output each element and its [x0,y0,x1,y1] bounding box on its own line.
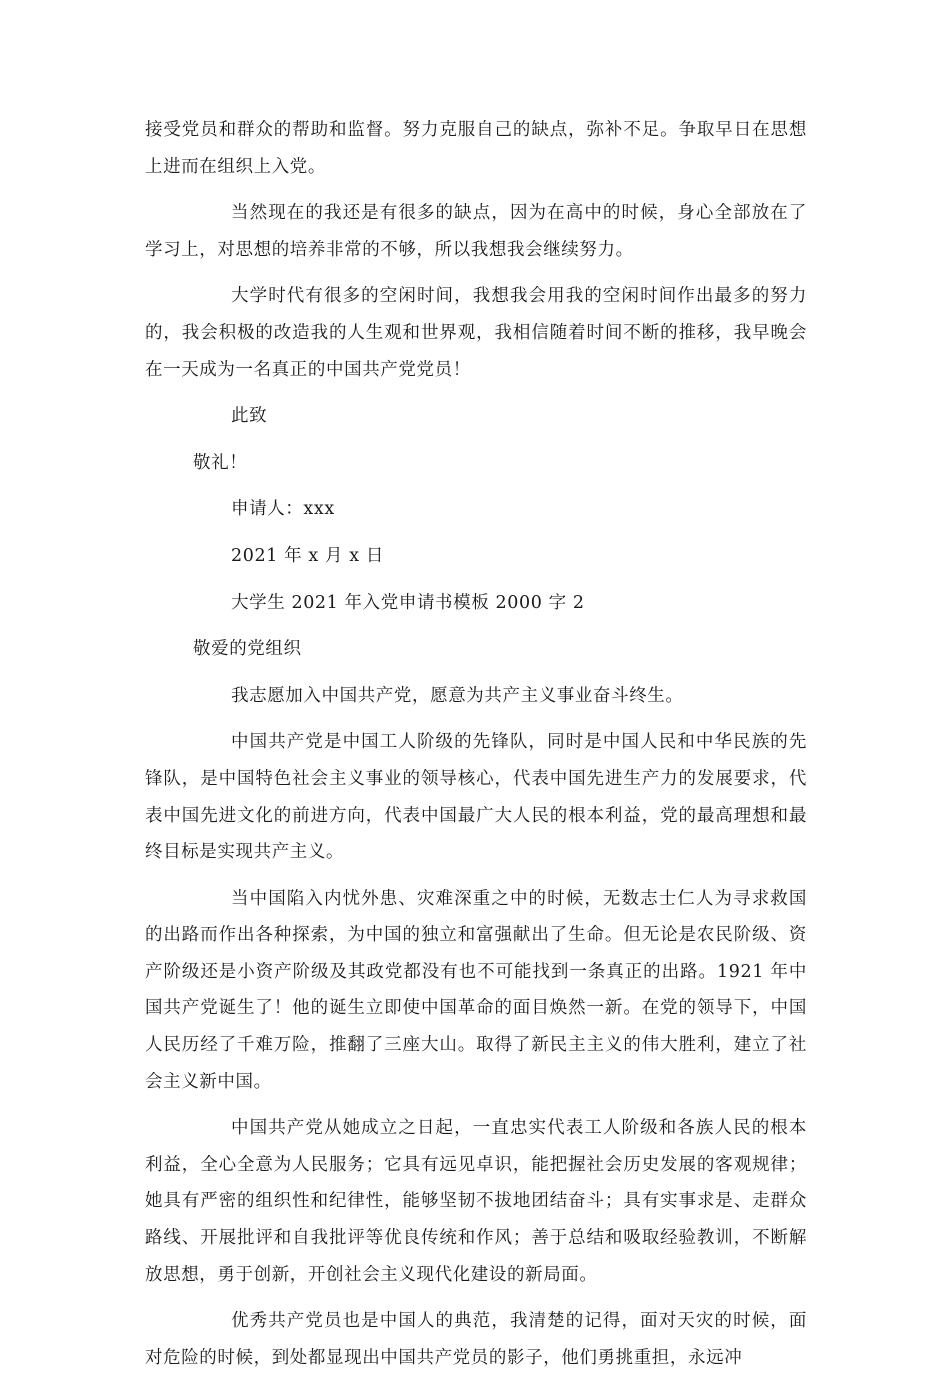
paragraph-5: 中国共产党是中国工人阶级的先锋队，同时是中国人民和中华民族的先锋队，是中国特色社会主义事业的领导核心，代表中国先进生产力的发展要求，代表中国先进文化的前进方向，代表中国最广大人民的根本利益，党的最高理想和最终目标是实现共产主义。 [145,732,807,863]
paragraph-6: 当中国陷入内忧外患、灾难深重之中的时候，无数志士仁人为寻求救国的出路而作出各种探索，为中国的独立和富强献出了生命。但无论是农民阶级、资产阶级还是小资产阶级及其政党都没有也不可能找到一条真正的出路。1921 年中国共产党诞生了！他的诞生立即使中国革命的面目焕然一新。在党的领导下，中国人民历经了千难万险，推翻了三座大山。取得了新民主主义的伟大胜利，建立了社会主义新中国。 [145,888,807,1092]
paragraph-1: 接受党员和群众的帮助和监督。努力克服自己的缺点，弥补不足。争取早日在思想上进而在组织上入党。 [145,120,807,177]
paragraph-2: 当然现在的我还是有很多的缺点，因为在高中的时候，身心全部放在了学习上，对思想的培养非常的不够，所以我想我会继续努力。 [145,203,807,260]
paragraph-8: 优秀共产党员也是中国人的典范，我清楚的记得，面对天灾的时候，面对危险的时候，到处都显现出中国共产党员的影子，他们勇挑重担，永远冲 [145,1311,807,1368]
salute-line: 敬礼！ [193,452,248,473]
document-page [145,112,807,1386]
paragraph-4: 我志愿加入中国共产党，愿意为共产主义事业奋斗终生。 [231,685,684,706]
section-title: 大学生 2021 年入党申请书模板 2000 字 2 [231,592,585,613]
paragraph-7: 中国共产党从她成立之日起，一直忠实代表工人阶级和各族人民的根本利益，全心全意为人民服务；它具有远见卓识，能把握社会历史发展的客观规律；她具有严密的组织性和纪律性，能够坚韧不拔地团结奋斗；具有实事求是、走群众路线、开展批评和自我批评等优良传统和作风；善于总结和吸取经验教训，不断解放思想，勇于创新，开创社会主义现代化建设的新局面。 [145,1118,807,1285]
greeting-line: 敬爱的党组织 [193,639,302,660]
applicant-line: 申请人：xxx [231,499,335,520]
paragraph-3: 大学时代有很多的空闲时间，我想我会用我的空闲时间作出最多的努力的，我会积极的改造我的人生观和世界观，我相信随着时间不断的推移，我早晚会在一天成为一名真正的中国共产党党员！ [145,286,807,380]
closing-line: 此致 [231,406,268,427]
date-line: 2021 年 x 月 x 日 [231,545,384,566]
